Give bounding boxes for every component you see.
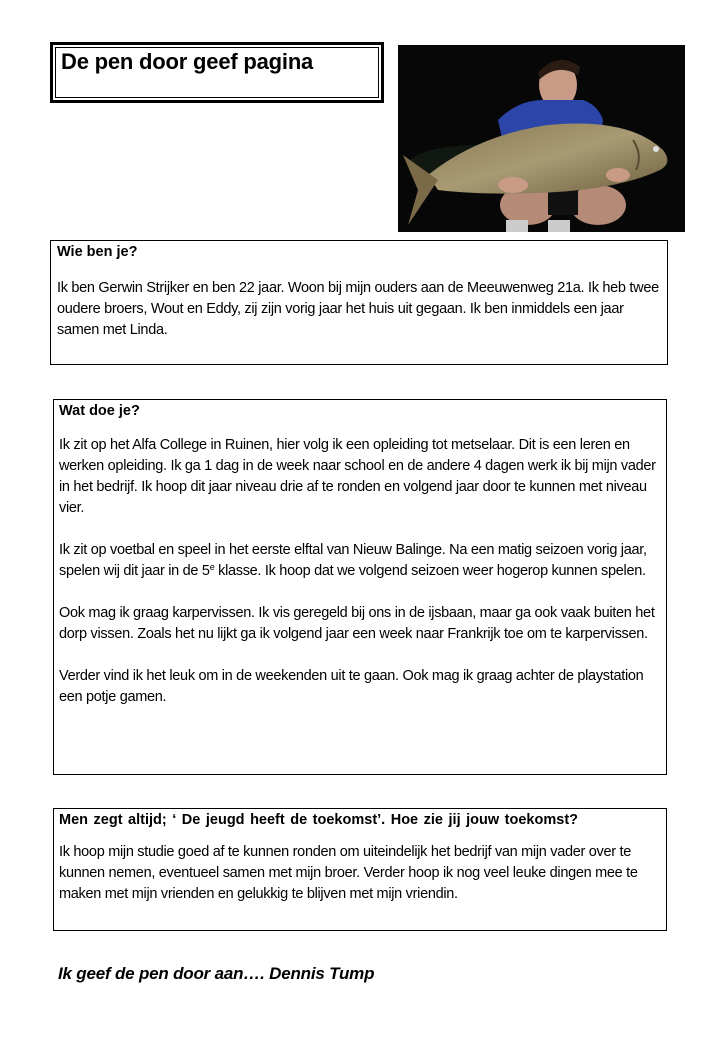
photo-illustration bbox=[398, 45, 685, 232]
section-question: Men zegt altijd; ‘ De jeugd heeft de toekomst’. Hoe zie jij jouw toekomst? bbox=[59, 812, 578, 828]
signoff-text: Ik geef de pen door aan…. Dennis Tump bbox=[58, 964, 375, 983]
section-question: Wat doe je? bbox=[59, 403, 140, 419]
page-title: De pen door geef pagina bbox=[61, 49, 314, 74]
photo-man-holding-carp-icon bbox=[398, 45, 685, 232]
page-title-box bbox=[50, 42, 384, 103]
section-paragraph: Ik hoop mijn studie goed af te kunnen ronden om uiteindelijk het bedrijf van mijn vader over te kunnen nemen, eventueel samen met mijn broer. Verder hoop ik nog veel leuke dingen mee te maken met mijn vrienden en gelukkig te blijven met mijn vriendin. bbox=[59, 844, 638, 902]
section-paragraph: Ik zit op het Alfa College in Ruinen, hier volg ik een opleiding tot metselaar. Dit is een leren en werken opleiding. Ik ga 1 dag in de week naar school en de andere 4 dagen werk ik bij mijn vader in het bedrijf. Ik hoop dit jaar niveau drie af te ronden en volgend jaar door te kunnen met niveau vier. bbox=[59, 437, 656, 516]
section-paragraph: Ook mag ik graag karpervissen. Ik vis geregeld bij ons in de ijsbaan, maar ga ook vaak buiten het dorp vissen. Zoals het nu lijkt ga ik volgend jaar een week naar Frankrijk toe om te karpervissen. bbox=[59, 605, 655, 642]
superscript: e bbox=[209, 562, 215, 572]
section-toekomst bbox=[53, 808, 667, 931]
paragraph-text: Ik zit op voetbal en speel in het eerste elftal van Nieuw Balinge. Na een matig seizoen vorig jaar, spelen wij dit jaar in de 5 bbox=[59, 542, 647, 579]
section-paragraph: Verder vind ik het leuk om in de weekenden uit te gaan. Ook mag ik graag achter de playstation een potje gamen. bbox=[59, 668, 644, 705]
paragraph-text: klasse. Ik hoop dat we volgend seizoen weer hogerop kunnen spelen. bbox=[214, 563, 646, 579]
section-paragraph bbox=[59, 540, 661, 582]
section-paragraph: Ik ben Gerwin Strijker en ben 22 jaar. Woon bij mijn ouders aan de Meeuwenweg 21a. Ik heb twee oudere broers, Wout en Eddy, zij zijn vorig jaar het huis uit gegaan. Ik ben inmiddels een jaar samen met Linda. bbox=[57, 280, 659, 338]
section-question: Wie ben je? bbox=[57, 244, 138, 260]
section-wie-ben-je bbox=[50, 240, 668, 365]
section-wat-doe-je bbox=[53, 399, 667, 775]
